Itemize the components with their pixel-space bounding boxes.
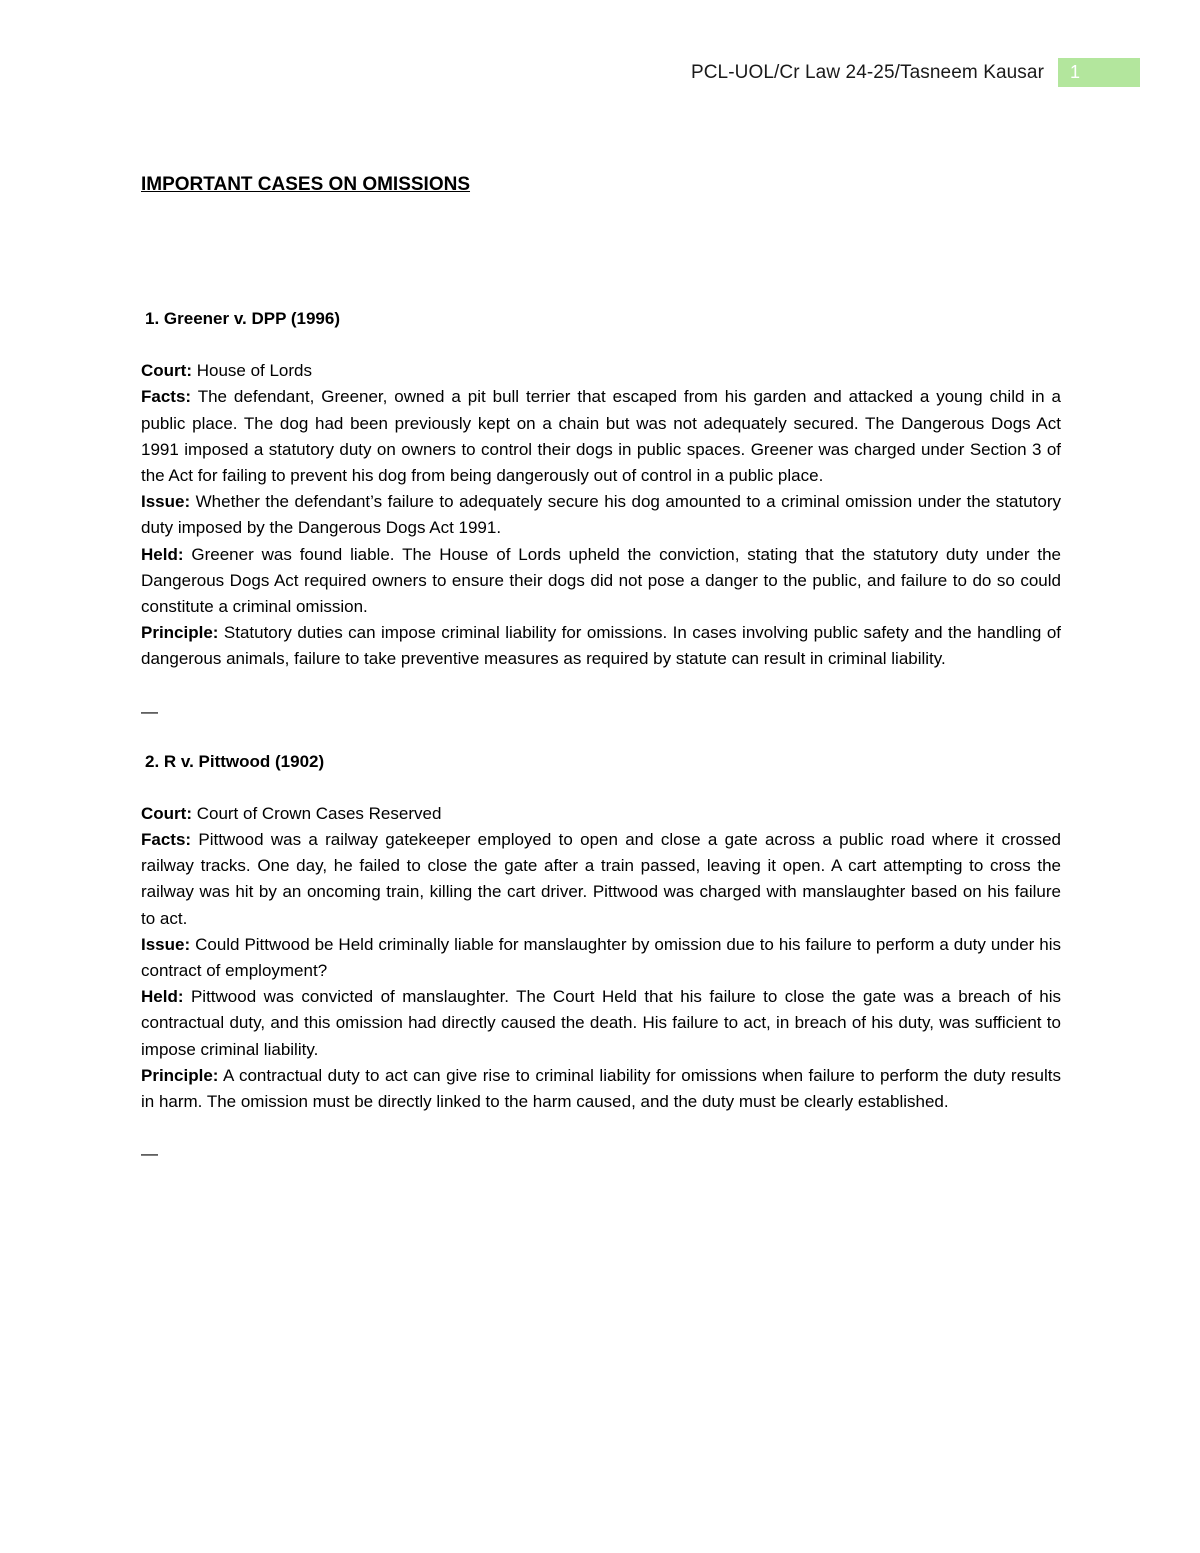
case-held bbox=[141, 542, 1061, 621]
section-separator: — bbox=[141, 701, 158, 721]
principle-label: Principle: bbox=[141, 623, 219, 643]
case-greener bbox=[141, 306, 1061, 673]
case-heading: 1. Greener v. DPP (1996) bbox=[145, 309, 340, 328]
case-court bbox=[141, 801, 1061, 827]
issue-value: Whether the defendant’s failure to adequately secure his dog amounted to a criminal omission under the statutory duty imposed by the Dangerous Dogs Act 1991. bbox=[141, 492, 1061, 538]
case-heading: 2. R v. Pittwood (1902) bbox=[145, 751, 325, 771]
header-text: PCL-UOL/Cr Law 24-25/Tasneem Kausar bbox=[690, 62, 1044, 83]
case-issue bbox=[141, 489, 1061, 541]
principle-label: Principle: bbox=[141, 1065, 219, 1085]
held-label: Held: bbox=[141, 987, 184, 1007]
document-body bbox=[141, 170, 1061, 1167]
page-header bbox=[691, 58, 1140, 87]
court-label: Court: bbox=[141, 803, 192, 823]
case-principle bbox=[141, 1063, 1061, 1115]
page-number: 1 bbox=[1058, 58, 1140, 87]
held-value: Pittwood was convicted of manslaughter. The Court Held that his failure to close the gate was a breach of his contractual duty, and this omission had directly caused the death. His failure to act, in breach of his duty, was sufficient to impose criminal liability. bbox=[141, 987, 1061, 1059]
held-label: Held: bbox=[141, 544, 184, 564]
facts-label: Facts: bbox=[141, 830, 192, 850]
case-pittwood bbox=[141, 749, 1061, 1116]
document-title: IMPORTANT CASES ON OMISSIONS bbox=[141, 174, 471, 195]
case-facts bbox=[141, 827, 1061, 932]
facts-value: Pittwood was a railway gatekeeper employed to open and close a gate across a public road where it crossed railway tracks. One day, he failed to close the gate after a train passed, leaving it open. A cart attempting to cross the railway was hit by an oncoming train, killing the cart driver. Pittwood was charged with manslaughter based on his failure to act. bbox=[141, 830, 1061, 928]
case-held bbox=[141, 984, 1061, 1063]
court-value: Court of Crown Cases Reserved bbox=[191, 803, 442, 823]
principle-value: A contractual duty to act can give rise to criminal liability for omissions when failure to perform the duty results in harm. The omission must be directly linked to the harm caused, and the duty must be clearly established. bbox=[141, 1065, 1061, 1112]
case-facts bbox=[141, 384, 1061, 489]
case-issue bbox=[141, 932, 1061, 984]
facts-label: Facts: bbox=[141, 387, 192, 407]
court-value: House of Lords bbox=[191, 361, 312, 381]
principle-value: Statutory duties can impose criminal liability for omissions. In cases involving public safety and the handling of dangerous animals, failure to take preventive measures as required by statute can result in criminal liability. bbox=[141, 623, 1061, 669]
issue-label: Issue: bbox=[141, 934, 191, 954]
issue-label: Issue: bbox=[141, 492, 191, 512]
held-value: Greener was found liable. The House of Lords upheld the conviction, stating that the statutory duty under the Dangerous Dogs Act required owners to ensure their dogs did not pose a danger to the public, and failure to do so could constitute a criminal omission. bbox=[141, 544, 1061, 617]
issue-value: Could Pittwood be Held criminally liable for manslaughter by omission due to his failure to perform a duty under his contract of employment? bbox=[141, 934, 1061, 981]
case-principle bbox=[141, 620, 1061, 672]
section-separator: — bbox=[141, 1144, 158, 1164]
facts-value: The defendant, Greener, owned a pit bull terrier that escaped from his garden and attacked a young child in a public place. The dog had been previously kept on a chain but was not adequately secured. The Dangerous Dogs Act 1991 imposed a statutory duty on owners to control their dogs in public spaces. Greener was charged under Section 3 of the Act for failing to prevent his dog from being dangerously out of control in a public place. bbox=[141, 387, 1061, 486]
case-court bbox=[141, 358, 1061, 384]
court-label: Court: bbox=[141, 361, 192, 381]
